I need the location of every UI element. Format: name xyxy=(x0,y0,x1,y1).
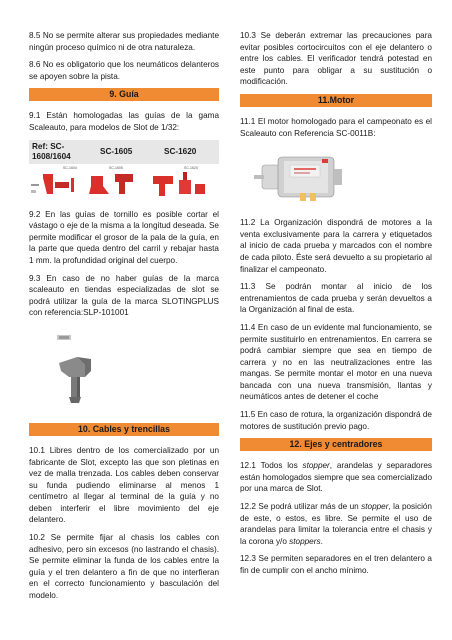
guides-image xyxy=(29,164,219,202)
paragraph-11-4: 11.4 En caso de un evidente mal funcionamiento, se permite sustituirlo en entrenamientos. En carrera se podrá cambiar siempre que sea en tiempo de carrera y no en las neutralizaciones entre las mangas. Se permite montar el motor en una nueva bancada con una nueva transmisión, llantas y neumáticos antes de detener el coche xyxy=(240,322,432,402)
text-run-italic: stoppers xyxy=(289,536,321,546)
section-header-cables: 10. Cables y trencillas xyxy=(29,423,219,436)
paragraph-9-2: 9.2 En las guías de tornillo es posible cortar el vástago o eje de la misma a la longitud deseada. Se permite modificar el grosor de la pala de la guía, en la parte que queda dentro del carril y rebajar hasta 1 mm. la profundidad original del cuerpo. xyxy=(29,209,219,265)
guide-label-3: SC-1620 xyxy=(184,165,198,170)
paragraph-12-2 xyxy=(240,501,432,547)
paragraph-11-2: 11.2 La Organización dispondrá de motores a la venta exclusivamente para la carrera y etiquetados al inicio de cada prueba y marcados con el nombre de cada piloto. Éste será devuelto a su propietario al finalizar el campeonato. xyxy=(240,218,432,274)
table-header-sc1605: SC-1605 xyxy=(100,146,133,156)
paragraph-11-1: 11.1 El motor homologado para el campeonato es el Scaleauto con Referencia SC-0011B: xyxy=(240,116,432,138)
paragraph-10-1: 10.1 Libres dentro de los comercializado por un fabricante de Slot, excepto las que son pletinas en vez de malla trenzada. Los cables deben conservar su funda pudiendo eliminarse al menos 1 centímetro al llegar al terminal de la guía y no deben interferir el libre movimiento del eje delantero. xyxy=(29,445,219,525)
text-run: 12.2 Se podrá utilizar más de un xyxy=(240,502,362,512)
guide-sc1605-icon xyxy=(89,176,109,194)
slotingplus-guide-image xyxy=(29,325,219,420)
paragraph-8-6: 8.6 No es obligatorio que los neumáticos delanteros se apoyen sobre la pista. xyxy=(29,60,219,81)
paragraph-10-2: 10.2 Se permite fijar al chasis los cables con adhesivo, pero sin excesos (no lastrando el chasis). Se permite eliminar la funda de los cables entre la guía y el tren delantero a fin de que no interfieran en el correcto funcionamiento y basculación del modelo. xyxy=(29,533,219,601)
guide-label-2: SC-1605 xyxy=(109,165,123,170)
table-header-sc1620: SC-1620 xyxy=(164,146,197,156)
paragraph-10-3: 10.3 Se deberán extremar las precauciones para evitar posibles cortocircuitos con el eje delantero o entre los cables. El verificador tendrá potestad en este punto para obligar a su sustitución o modificación. xyxy=(240,31,432,87)
paragraph-12-3: 12.3 Se permiten separadores en el tren delantero a fin de cumplir con el ancho mínimo. xyxy=(240,554,432,575)
paragraph-8-5: 8.5 No se permite alterar sus propiedades mediante ningún proceso químico ni de otra naturaleza. xyxy=(29,31,219,52)
washer-part-icon xyxy=(31,190,36,193)
paragraph-12-1 xyxy=(240,460,432,495)
paragraph-11-5: 11.5 En caso de rotura, la organización dispondrá de motores de sustitución previo pago. xyxy=(240,410,432,431)
text-run: 12.1 Todos los xyxy=(240,461,303,471)
table-header-ref: Ref: SC-1608/1604 xyxy=(32,141,71,161)
right-column xyxy=(240,30,432,583)
section-header-ejes: 12. Ejes y centradores xyxy=(240,438,432,451)
guide-sc1620-icon xyxy=(153,176,173,196)
guide-sc1604-icon xyxy=(43,174,53,194)
guide-label-1: SC-1604 xyxy=(63,165,77,170)
text-run-italic: stopper xyxy=(361,502,389,512)
text-run: , la posición de este, o estos, es libre. Se permite el uso de arandelas para limitar la tolerancia entre el chasis y la corona y/o xyxy=(240,502,432,546)
screw-part-icon xyxy=(31,184,39,186)
motor-illustration xyxy=(240,145,432,215)
paragraph-11-3: 11.3 Se podrán montar al inicio de los entrenamientos de cada prueba y serán devueltos a la Organización al final de esta. xyxy=(240,282,432,315)
paragraph-9-3: 9.3 En caso de no haber guías de la marca scaleauto en tiendas especializadas de slot se podrá utilizar la guía de la marca SLOTINGPLUS con referencia:SLP-101001 xyxy=(29,273,219,318)
slotingplus-guide-illustration xyxy=(29,325,219,420)
paragraph-9-1: 9.1 Están homologadas las guías de la gama Scaleauto, para modelos de Slot de 1/32: xyxy=(29,111,219,132)
section-header-guia: 9. Guía xyxy=(29,88,219,101)
text-run: , arandelas y separadores están homologados siempre que sea comercializado por una marca de Slot. xyxy=(240,461,432,494)
guide-reference-table xyxy=(29,140,219,164)
section-header-motor: 11.Motor xyxy=(240,94,432,107)
text-run: . xyxy=(320,536,323,546)
text-run-italic: stopper xyxy=(302,461,330,471)
motor-image xyxy=(240,145,432,215)
left-column xyxy=(29,30,219,608)
